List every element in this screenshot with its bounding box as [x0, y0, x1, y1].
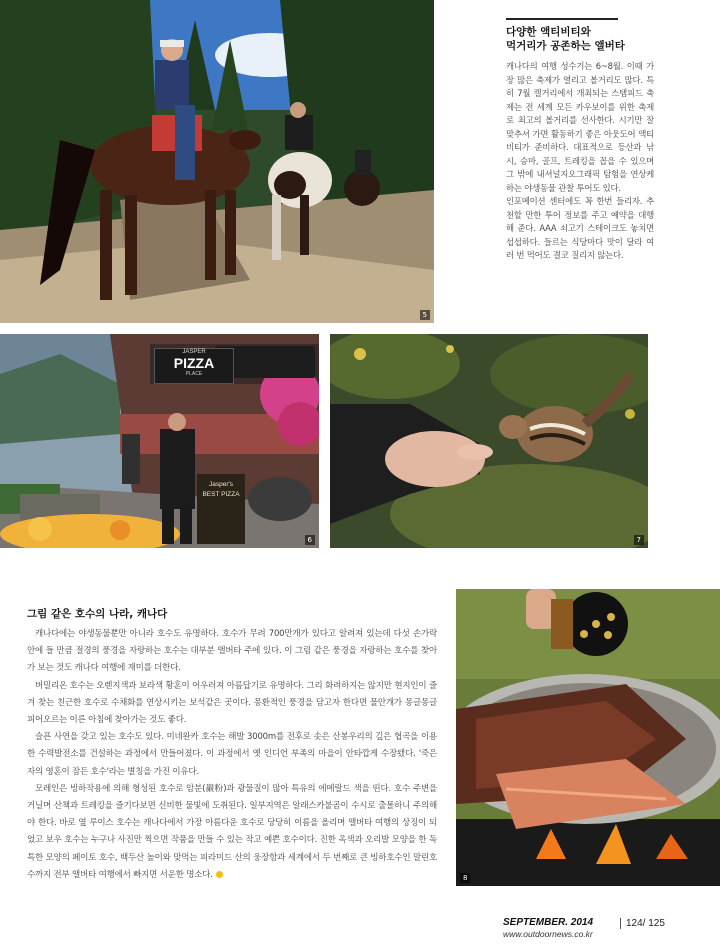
photo-number: 6 — [305, 535, 315, 545]
article-paragraph-4-text: 모레인은 빙하작용에 의해 형성된 호수로 암분(巖粉)과 광물질이 많아 특유의 에메랄드 색을 띤다. 호수 주변을 거닐며 산책과 트레킹을 즐기다보면 신비한 물빛에 도취된다. 일부지역은 알래스카불곰이 수시로 출몰하니 주의해야 한다. 바로 옆 루이스 호수는 캐나다에서 가장 아름다운 호수로 당당히 이름을 올리며 앨버타 여행의 상징이 되었고 보우 호수는 누구나 사진만 찍으면 작품을 만들 수 있는 작고 예쁜 호수이다. 진한 옥색과 오리발 모양을 한 독특한 모양의 페이토 호수, 백두산 높이와 맞먹는 피라미드 산의 웅장함과 세계에서 두 번째로 큰 빙하호수인 말린호수까지 전부 앨버타 여행에서 빠지면 서운한 명소다. — [27, 783, 437, 880]
article-paragraph-1: 캐나다에는 야생동물뿐만 아니라 호수도 유명하다. 호수가 무려 700만개가 있다고 알려져 있는데 다섯 손가락 안에 들 만큼 절경의 풍경을 자랑하는 호수는 대부분 앨버타 주에 있다. 이 그림 같은 풍경을 자랑하는 호수를 찾아가 보는 것도 캐나다 여행에 재미를 더한다. — [27, 629, 437, 674]
photo-jasper-street — [0, 334, 319, 548]
end-mark-icon — [216, 871, 223, 878]
pizza-sign-sub: PLACE — [185, 371, 203, 377]
photo-chipmunk-feeding — [330, 334, 648, 548]
article-title: 그림 같은 호수의 나라, 캐나다 — [27, 608, 168, 620]
sidebar-column — [506, 18, 654, 263]
page-footer — [503, 917, 718, 939]
sidebar-paragraph-1: 캐나다의 여행 성수기는 6~8월. 이때 가장 많은 축제가 열리고 볼거리도 많다. 특히 7월 캘거리에서 개최되는 스탬피드 축제는 전 세계 모든 카우보이를 위한 축제로 최고의 볼거리를 선사한다. 시기만 잘 맞추셔 가면 활동하기 좋은 아웃도어 액티비티가 준비하다. 대표적으로 등산과 낚시, 승마, 골프, 트레킹을 꼽을 수 있으며 그 밖에 내셔널지오그래픽 탐험을 연상케 하는 야생동물 관찰 투어도 있다. — [506, 61, 654, 193]
issue-month: SEPTEMBER. 2014 — [503, 917, 594, 928]
sidebar-heading-line1: 다양한 액티비티와 — [506, 26, 591, 38]
pizza-sign — [154, 348, 234, 384]
photo-horseback-trail — [0, 0, 434, 323]
photo-number: 8 — [460, 873, 470, 883]
article-main — [27, 606, 437, 884]
page-numbers: 124/ 125 — [620, 918, 665, 929]
photo-number: 7 — [634, 535, 644, 545]
photo-number: 5 — [420, 310, 430, 320]
sidebar-rule — [506, 18, 618, 20]
article-paragraph-3: 슬픈 사연을 갖고 있는 호수도 있다. 미네완카 호수는 해발 3000m를 전후로 솟은 산봉우리의 깊은 협곡을 이용한 수력발전소를 건설하는 과정에서 만들어졌다. 이 과정에서 옛 인디언 부족의 마을이 안타깝게 수장됐다. '죽은 자의 영혼이 잠든 호수'라는 별칭을 가진 이유다. — [27, 732, 437, 777]
website-link[interactable]: www.outdoornews.co.kr — [503, 929, 593, 939]
photo-steak-grill — [456, 589, 720, 886]
sidebar-paragraph-2: 인포메이션 센터에도 꼭 한번 들리자. 추천할 만한 투어 정보를 주고 예약을 대행해 준다. AAA 쇠고기 스테이크도 놓치면 섭섭하다. 들르는 식당마다 맛이 달라 여러 번 먹어도 결코 질리지 않는다. — [506, 196, 654, 260]
pizza-sign-main: PIZZA — [173, 355, 215, 371]
pizza-sign-title: JASPER — [182, 349, 206, 355]
chalk-board: Jasper's BEST PIZZA — [202, 481, 240, 498]
sidebar-heading — [506, 25, 654, 53]
sidebar-heading-line2: 먹거리가 공존하는 앨버타 — [506, 40, 625, 52]
article-paragraph-2: 버밀리온 호수는 오렌지색과 보라색 황혼이 어우러져 아름답기로 유명하다. 그리 화려하지는 않지만 현지인이 즐겨 찾는 친근한 호수로 수채화를 연상시키는 보석같은 곳이다. 몽환적인 풍경을 담고자 한다면 물안개가 몽글몽글 피어오르는 이른 아침에 찾아가는 것도 좋다. — [27, 680, 437, 726]
article-paragraph-4 — [27, 781, 437, 884]
